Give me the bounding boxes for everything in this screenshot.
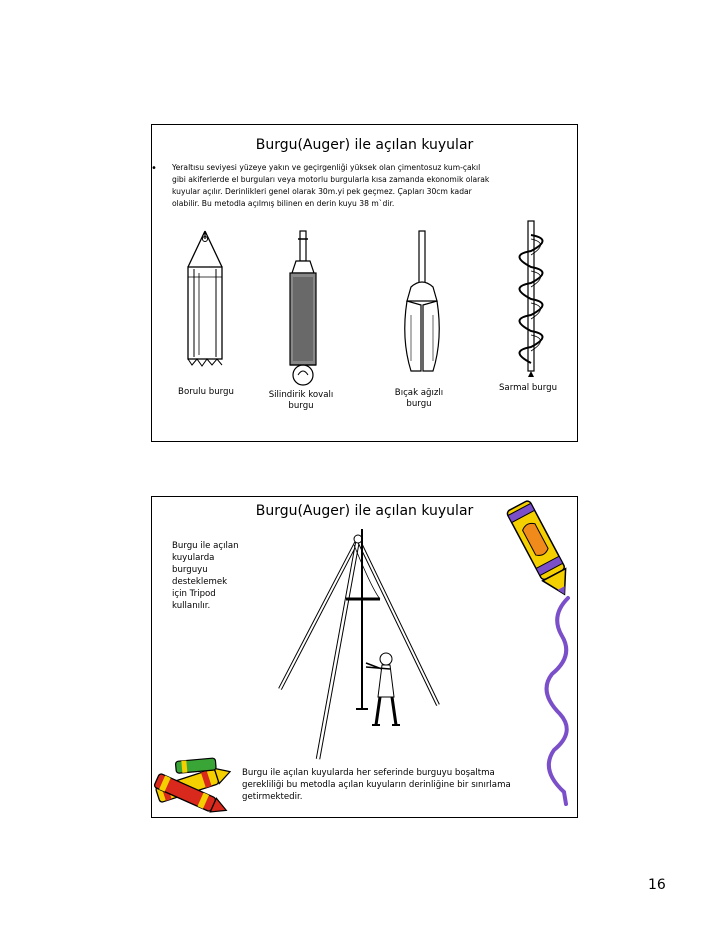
bullet: • [151,163,157,174]
slide-auger-types [151,124,578,442]
crayon-pile-icon [146,754,238,820]
bicak-burgu-illustration [397,229,447,379]
text-line: gibi akiferlerde el burguları veya motorlu burgularla kısa zamanda ekonomik olarak [172,175,490,184]
caption-line: Borulu burgu [178,387,234,397]
text-line: getirmektedir. [242,792,303,802]
slide-side-text [172,540,239,612]
text-line: kuyular açılır. Derinlikleri genel olarak 30m.yi pek geçmez. Çapları 30cm kadar [172,187,472,196]
caption-line: Bıçak ağızlı [394,388,444,398]
purple-squiggle-decoration [538,596,578,806]
caption-line: burgu [288,401,314,411]
slide-title: Burgu(Auger) ile açılan kuyular [255,137,474,153]
caption-silindirik [256,390,346,412]
caption-line: Silindirik kovalı [268,390,334,400]
silindirik-burgu-illustration [280,229,326,389]
tripod-worker-illustration [262,529,442,761]
text-line: desteklemek [172,577,228,587]
text-line: Yeraltısu seviyesi yüzeye yakın ve geçirgenliği yüksek olan çimentosuz kum-çakıl [172,163,481,172]
text-line: olabilir. Bu metodla açılmış bilinen en derin kuyu 38 m`dir. [172,199,395,208]
caption-bicak [379,388,459,410]
yellow-crayon-icon [508,494,574,606]
text-line: Burgu ile açılan kuyularda her seferinde burguyu boşaltma [242,768,495,778]
text-line: gerekliliği bu metodla açılan kuyuların derinliğine bir sınırlama [242,780,511,790]
text-line: Burgu ile açılan [172,541,239,551]
text-line: burguyu [172,565,208,575]
slide-title: Burgu(Auger) ile açılan kuyular [255,503,474,519]
borulu-burgu-illustration [180,229,230,369]
text-line: kullanılır. [172,601,211,611]
caption-line: burgu [406,399,432,409]
page-number: 16 [648,877,666,893]
caption-borulu [166,387,246,398]
text-line: için Tripod [172,589,216,599]
caption-sarmal [488,383,568,394]
slide-bottom-text [242,767,511,803]
text-line: kuyularda [172,553,215,563]
slide-body-text [172,162,542,210]
sarmal-burgu-illustration [504,221,558,381]
caption-line: Sarmal burgu [498,383,558,393]
